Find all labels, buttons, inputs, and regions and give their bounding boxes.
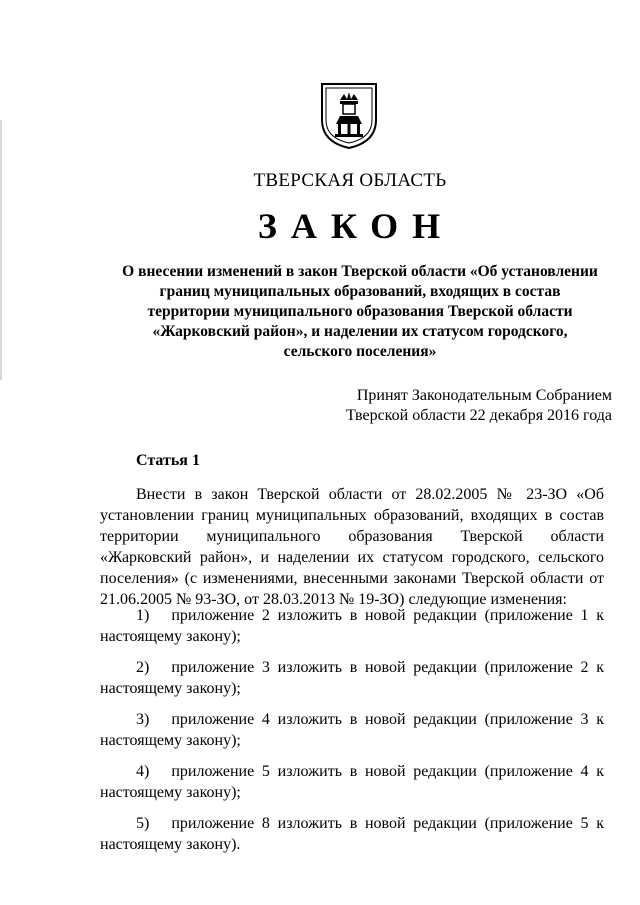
region-title: ТВЕРСКАЯ ОБЛАСТЬ bbox=[253, 170, 447, 191]
list-item-number: 5) bbox=[136, 815, 150, 832]
adoption-line-1: Принят Законодательным Собранием bbox=[356, 387, 612, 404]
list-item-number: 3) bbox=[136, 711, 150, 728]
document-type-title: ЗАКОН bbox=[257, 206, 455, 246]
law-subject: О внесении изменений в закон Тверской области «Об установлении границ муниципальных образований, входящих в состав территории муниципального образования Тверской области «Жарковский район», и наделении их статусом городского, сельского поселения» bbox=[122, 263, 598, 360]
list-item-number: 1) bbox=[136, 607, 150, 624]
list-item bbox=[100, 605, 604, 647]
adoption-note bbox=[346, 386, 612, 426]
tver-coat-of-arms-icon bbox=[318, 80, 380, 150]
article-intro: Внести в закон Тверской области от 28.02.2005 № 23-ЗО «Об установлении границ муниципальных образований, входящих в состав территории муниципального образования Тверской области «Жарковский район», и наделении их статусом городского, сельского поселения» (с изменениями, внесенными законами Тверской области от 21.06.2005 № 93-ЗО, от 28.03.2013 № 19-ЗО) следующие изменения: bbox=[100, 486, 604, 608]
list-item-text: приложение 5 изложить в новой редакции (приложение 4 к настоящему закону); bbox=[100, 763, 604, 801]
adoption-line-2: Тверской области 22 декабря 2016 года bbox=[346, 407, 612, 424]
article-title: Статья 1 bbox=[136, 452, 200, 469]
list-item-text: приложение 8 изложить в новой редакции (приложение 5 к настоящему закону). bbox=[100, 815, 604, 853]
list-item bbox=[100, 657, 604, 699]
list-item-number: 2) bbox=[136, 659, 150, 676]
list-item bbox=[100, 709, 604, 751]
list-item-text: приложение 2 изложить в новой редакции (приложение 1 к настоящему закону); bbox=[100, 607, 604, 645]
list-item bbox=[100, 813, 604, 855]
scan-edge-mark bbox=[0, 120, 2, 380]
list-item bbox=[100, 761, 604, 803]
list-item-text: приложение 3 изложить в новой редакции (приложение 2 к настоящему закону); bbox=[100, 659, 604, 697]
amendments-list bbox=[100, 605, 604, 865]
list-item-number: 4) bbox=[136, 763, 150, 780]
list-item-text: приложение 4 изложить в новой редакции (приложение 3 к настоящему закону); bbox=[100, 711, 604, 749]
